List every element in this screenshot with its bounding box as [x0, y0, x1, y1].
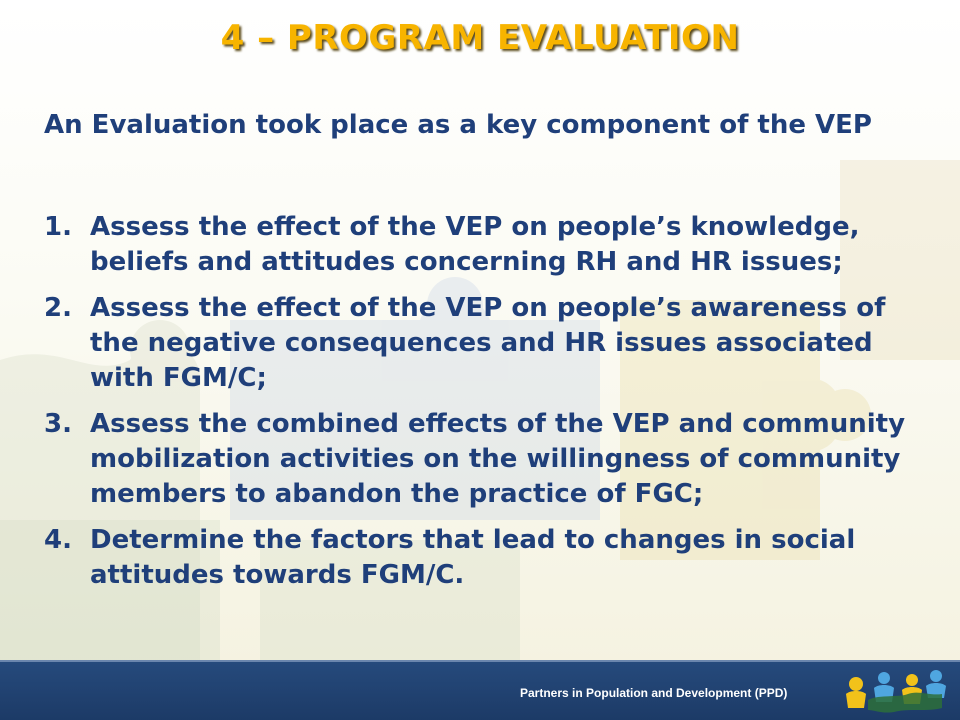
ppd-logo-icon — [838, 664, 950, 716]
intro-text: An Evaluation took place as a key component of the VEP — [44, 110, 872, 140]
list-item — [44, 291, 924, 396]
item-number: 2. — [44, 293, 72, 323]
list-item — [44, 407, 924, 512]
item-number: 4. — [44, 525, 72, 555]
item-text: Assess the combined effects of the VEP and community mobilization activities on the willingness of community members to abandon the practice of FGC; — [90, 409, 906, 509]
list-item — [44, 523, 924, 593]
objectives-list — [44, 210, 924, 604]
item-text: Determine the factors that lead to changes in social attitudes towards FGM/C. — [90, 525, 856, 590]
item-number: 3. — [44, 409, 72, 439]
item-text: Assess the effect of the VEP on people’s awareness of the negative consequences and HR issues associated with FGM/C; — [90, 293, 886, 393]
footer-bar — [0, 660, 960, 720]
item-text: Assess the effect of the VEP on people’s knowledge, beliefs and attitudes concerning RH and HR issues; — [90, 212, 860, 277]
item-number: 1. — [44, 212, 72, 242]
slide-title: 4 – PROGRAM EVALUATION — [220, 18, 740, 58]
footer-organization: Partners in Population and Development (PPD) — [520, 686, 788, 700]
list-item — [44, 210, 924, 280]
